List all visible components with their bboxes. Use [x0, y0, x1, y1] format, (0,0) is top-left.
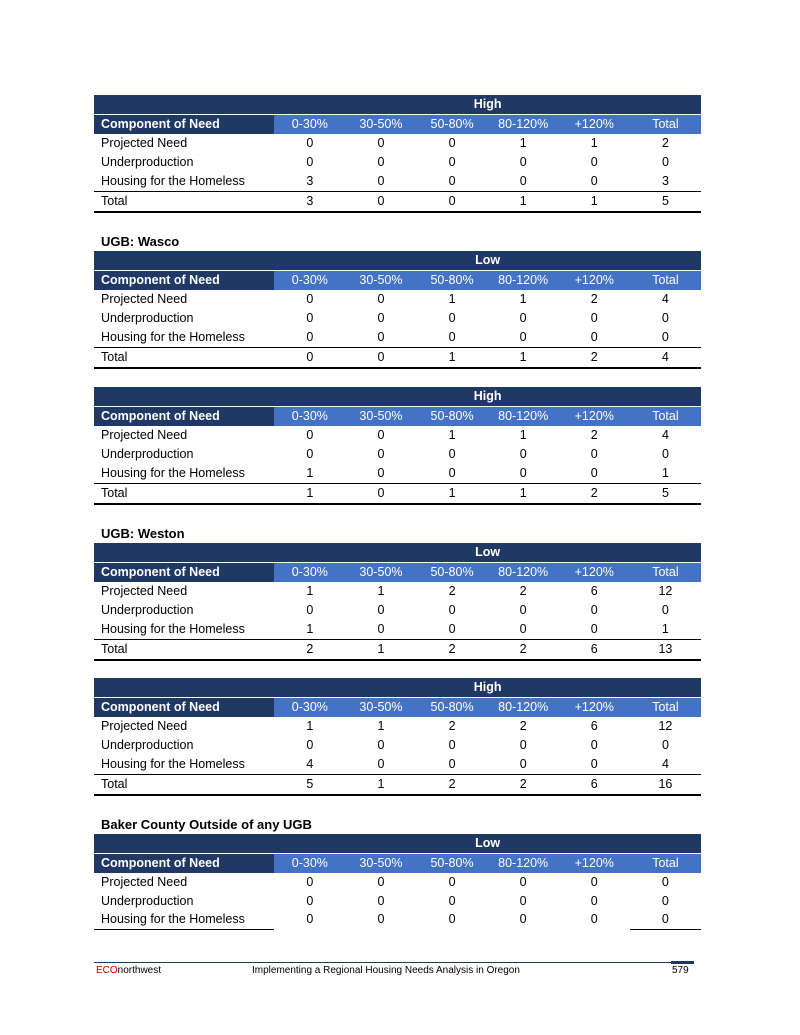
row-label: Projected Need — [101, 292, 188, 306]
table-row — [94, 463, 701, 484]
cell: 0 — [417, 192, 488, 212]
column-header: 80-120% — [488, 115, 559, 135]
brand-prefix: ECO — [96, 965, 118, 976]
column-header: Component of Need — [94, 698, 274, 718]
row-label: Housing for the Homeless — [101, 756, 245, 771]
cell: 0 — [590, 756, 598, 771]
cell: 0 — [519, 310, 527, 325]
cell: 1 — [448, 428, 456, 442]
table-row — [94, 736, 701, 755]
column-header: 30-50% — [345, 698, 416, 718]
table-row — [94, 619, 701, 640]
cell: 0 — [377, 875, 385, 889]
column-header: 50-80% — [417, 698, 488, 718]
column-header: 0-30% — [274, 563, 345, 583]
row-label: Projected Need — [101, 428, 188, 442]
row-label: Total — [94, 192, 274, 212]
cell: 0 — [377, 465, 385, 480]
cell: 6 — [559, 640, 630, 660]
row-label: Housing for the Homeless — [101, 912, 245, 926]
cell: 0 — [519, 756, 527, 771]
cell: 0 — [377, 621, 385, 636]
cell: 0 — [274, 348, 345, 368]
column-header: Total — [630, 271, 701, 291]
cell: 0 — [661, 875, 669, 889]
column-header: +120% — [559, 698, 630, 718]
column-header: +120% — [559, 854, 630, 874]
cell: 0 — [448, 310, 456, 325]
cell: 0 — [448, 329, 456, 344]
cell: 0 — [448, 737, 456, 752]
cell: 2 — [488, 775, 559, 795]
cell: 0 — [519, 737, 527, 752]
cell: 0 — [448, 912, 456, 926]
cell: 0 — [377, 136, 385, 150]
table-rule — [94, 929, 274, 930]
cell: 0 — [306, 602, 314, 617]
column-header: +120% — [559, 271, 630, 291]
cell: 2 — [590, 428, 598, 442]
cell: 0 — [590, 893, 598, 908]
row-label: Housing for the Homeless — [101, 465, 245, 480]
column-header: Component of Need — [94, 407, 274, 427]
cell: 0 — [306, 446, 314, 461]
cell: 3 — [661, 173, 669, 188]
column-header: +120% — [559, 115, 630, 135]
table-row — [94, 582, 701, 601]
cell: 0 — [590, 465, 598, 480]
cell: 0 — [377, 912, 385, 926]
row-label: Underproduction — [101, 154, 194, 169]
cell: 0 — [377, 292, 385, 306]
cell: 0 — [448, 621, 456, 636]
table-row — [94, 601, 701, 620]
column-header: Total — [630, 407, 701, 427]
column-header: 30-50% — [345, 271, 416, 291]
cell: 0 — [661, 737, 669, 752]
column-header: Total — [630, 563, 701, 583]
cell: 2 — [416, 640, 487, 660]
total-row — [94, 775, 701, 795]
cell: 0 — [448, 602, 456, 617]
housing-table — [94, 543, 701, 661]
cell: 0 — [448, 136, 456, 150]
cell: 1 — [590, 136, 598, 150]
scenario-label: High — [274, 678, 701, 698]
cell: 2 — [559, 348, 630, 368]
cell: 0 — [519, 893, 527, 908]
cell: 1 — [306, 584, 314, 598]
table-row — [94, 873, 701, 892]
cell: 0 — [590, 329, 598, 344]
cell: 5 — [630, 192, 701, 212]
cell: 3 — [306, 173, 314, 188]
cell: 1 — [519, 136, 527, 150]
cell: 4 — [661, 428, 669, 442]
cell: 3 — [274, 192, 345, 212]
cell: 2 — [661, 136, 669, 150]
footer-brand — [96, 965, 161, 976]
cell: 1 — [416, 348, 487, 368]
cell: 0 — [661, 446, 669, 461]
housing-table — [94, 251, 701, 369]
cell: 1 — [448, 292, 456, 306]
cell: 0 — [590, 602, 598, 617]
cell: 0 — [377, 154, 385, 169]
cell: 0 — [590, 154, 598, 169]
row-label: Total — [94, 484, 274, 504]
cell: 2 — [274, 640, 345, 660]
row-label: Total — [94, 640, 274, 660]
table-row — [94, 910, 701, 929]
column-header: 0-30% — [274, 271, 345, 291]
cell: 0 — [448, 446, 456, 461]
cell: 0 — [519, 621, 527, 636]
cell: 4 — [661, 756, 669, 771]
row-label: Housing for the Homeless — [101, 173, 245, 188]
cell: 1 — [661, 465, 669, 480]
table-row — [94, 290, 701, 309]
cell: 1 — [274, 484, 345, 504]
column-header: 80-120% — [488, 563, 559, 583]
row-label: Projected Need — [101, 719, 188, 733]
housing-table — [94, 95, 701, 213]
table-row — [94, 327, 701, 348]
housing-table — [94, 387, 701, 505]
column-header: 80-120% — [488, 407, 559, 427]
column-header: 80-120% — [488, 271, 559, 291]
cell: 13 — [630, 640, 701, 660]
cell: 0 — [377, 737, 385, 752]
cell: 4 — [661, 292, 669, 306]
cell: 0 — [661, 912, 669, 926]
section-title: Baker County Outside of any UGB — [101, 817, 312, 832]
cell: 2 — [519, 719, 527, 733]
row-label: Housing for the Homeless — [101, 329, 245, 344]
cell: 0 — [377, 173, 385, 188]
cell: 1 — [488, 192, 559, 212]
column-header: Component of Need — [94, 115, 274, 135]
total-row — [94, 348, 701, 368]
cell: 0 — [590, 621, 598, 636]
cell: 0 — [519, 154, 527, 169]
cell: 0 — [661, 602, 669, 617]
cell: 1 — [345, 640, 416, 660]
cell: 0 — [590, 310, 598, 325]
row-label: Underproduction — [101, 737, 194, 752]
cell: 0 — [519, 446, 527, 461]
cell: 0 — [519, 602, 527, 617]
cell: 2 — [488, 640, 559, 660]
cell: 0 — [377, 428, 385, 442]
total-row — [94, 484, 701, 504]
cell: 2 — [519, 584, 527, 598]
table-row — [94, 717, 701, 736]
column-header: Component of Need — [94, 854, 274, 874]
cell: 0 — [661, 310, 669, 325]
column-header: 0-30% — [274, 407, 345, 427]
cell: 1 — [661, 621, 669, 636]
cell: 0 — [306, 737, 314, 752]
cell: 0 — [448, 173, 456, 188]
cell: 0 — [661, 154, 669, 169]
cell: 0 — [306, 875, 314, 889]
scenario-label: Low — [274, 543, 701, 563]
column-header: 80-120% — [488, 698, 559, 718]
cell: 0 — [519, 329, 527, 344]
column-header: 30-50% — [345, 115, 416, 135]
column-header: Total — [630, 115, 701, 135]
cell: 0 — [377, 893, 385, 908]
cell: 1 — [488, 348, 559, 368]
scenario-label: High — [274, 387, 701, 407]
column-header: Component of Need — [94, 563, 274, 583]
cell: 0 — [590, 912, 598, 926]
row-label: Projected Need — [101, 875, 188, 889]
cell: 16 — [630, 775, 701, 795]
cell: 0 — [377, 446, 385, 461]
total-row — [94, 640, 701, 660]
footer-accent-bar — [671, 961, 694, 964]
row-label: Total — [94, 348, 274, 368]
cell: 0 — [306, 329, 314, 344]
cell: 0 — [590, 446, 598, 461]
cell: 0 — [661, 893, 669, 908]
table-row — [94, 153, 701, 172]
cell: 2 — [559, 484, 630, 504]
column-header: 30-50% — [345, 854, 416, 874]
cell: 0 — [519, 912, 527, 926]
column-header: 0-30% — [274, 115, 345, 135]
column-header: 50-80% — [416, 563, 487, 583]
row-label: Projected Need — [101, 584, 188, 598]
housing-table — [94, 834, 701, 929]
cell: 0 — [377, 602, 385, 617]
table-row — [94, 309, 701, 328]
scenario-label: Low — [274, 251, 701, 271]
cell: 0 — [448, 465, 456, 480]
cell: 1 — [519, 292, 527, 306]
row-label: Underproduction — [101, 602, 194, 617]
table-row — [94, 754, 701, 775]
cell: 0 — [377, 310, 385, 325]
housing-table — [94, 678, 701, 796]
column-header: +120% — [559, 563, 630, 583]
cell: 2 — [590, 292, 598, 306]
cell: 0 — [377, 329, 385, 344]
cell: 1 — [306, 719, 314, 733]
cell: 1 — [377, 719, 385, 733]
column-header: 50-80% — [416, 271, 487, 291]
cell: 0 — [448, 756, 456, 771]
row-label: Total — [94, 775, 274, 795]
cell: 6 — [590, 584, 598, 598]
cell: 1 — [559, 192, 630, 212]
table-row — [94, 171, 701, 192]
cell: 0 — [519, 465, 527, 480]
cell: 4 — [630, 348, 701, 368]
cell: 5 — [630, 484, 701, 504]
section-title: UGB: Weston — [101, 526, 185, 541]
cell: 0 — [590, 875, 598, 889]
table-row — [94, 445, 701, 464]
cell: 0 — [377, 756, 385, 771]
section-title: UGB: Wasco — [101, 234, 180, 249]
cell: 0 — [345, 192, 416, 212]
cell: 0 — [590, 173, 598, 188]
column-header: 50-80% — [417, 407, 488, 427]
cell: 1 — [345, 775, 416, 795]
column-header: 50-80% — [417, 115, 488, 135]
cell: 0 — [519, 875, 527, 889]
cell: 2 — [448, 719, 456, 733]
cell: 0 — [448, 893, 456, 908]
scenario-label: Low — [274, 834, 701, 854]
brand-suffix: northwest — [117, 965, 162, 976]
cell: 5 — [274, 775, 345, 795]
cell: 12 — [658, 719, 673, 733]
cell: 0 — [306, 428, 314, 442]
cell: 12 — [658, 584, 673, 598]
cell: 1 — [306, 621, 314, 636]
table-row — [94, 426, 701, 445]
row-label: Projected Need — [101, 136, 188, 150]
cell: 0 — [306, 154, 314, 169]
cell: 0 — [345, 484, 416, 504]
cell: 4 — [306, 756, 314, 771]
scenario-label: High — [274, 95, 701, 115]
cell: 0 — [306, 912, 314, 926]
cell: 2 — [417, 775, 488, 795]
cell: 6 — [559, 775, 630, 795]
cell: 1 — [519, 428, 527, 442]
cell: 6 — [590, 719, 598, 733]
cell: 0 — [345, 348, 416, 368]
cell: 0 — [590, 737, 598, 752]
cell: 0 — [306, 310, 314, 325]
page-number: 579 — [672, 965, 689, 976]
column-header: 30-50% — [345, 563, 416, 583]
column-header: Total — [630, 854, 701, 874]
cell: 0 — [448, 154, 456, 169]
column-header: 0-30% — [274, 698, 345, 718]
row-label: Housing for the Homeless — [101, 621, 245, 636]
table-rule — [630, 929, 701, 930]
column-header: Component of Need — [94, 271, 274, 291]
column-header: 50-80% — [416, 854, 487, 874]
cell: 0 — [306, 292, 314, 306]
cell: 1 — [417, 484, 488, 504]
cell: 1 — [488, 484, 559, 504]
table-row — [94, 892, 701, 911]
total-row — [94, 192, 701, 212]
column-header: Total — [630, 698, 701, 718]
row-label: Underproduction — [101, 893, 194, 908]
cell: 0 — [448, 875, 456, 889]
cell: 0 — [306, 893, 314, 908]
footer-title: Implementing a Regional Housing Needs Analysis in Oregon — [252, 965, 520, 976]
row-label: Underproduction — [101, 446, 194, 461]
row-label: Underproduction — [101, 310, 194, 325]
cell: 0 — [306, 136, 314, 150]
column-header: 80-120% — [488, 854, 559, 874]
cell: 0 — [661, 329, 669, 344]
cell: 1 — [377, 584, 385, 598]
cell: 2 — [448, 584, 456, 598]
footer-rule — [94, 962, 694, 963]
column-header: +120% — [559, 407, 630, 427]
cell: 0 — [519, 173, 527, 188]
column-header: 30-50% — [345, 407, 416, 427]
table-row — [94, 134, 701, 153]
column-header: 0-30% — [274, 854, 345, 874]
cell: 1 — [306, 465, 314, 480]
